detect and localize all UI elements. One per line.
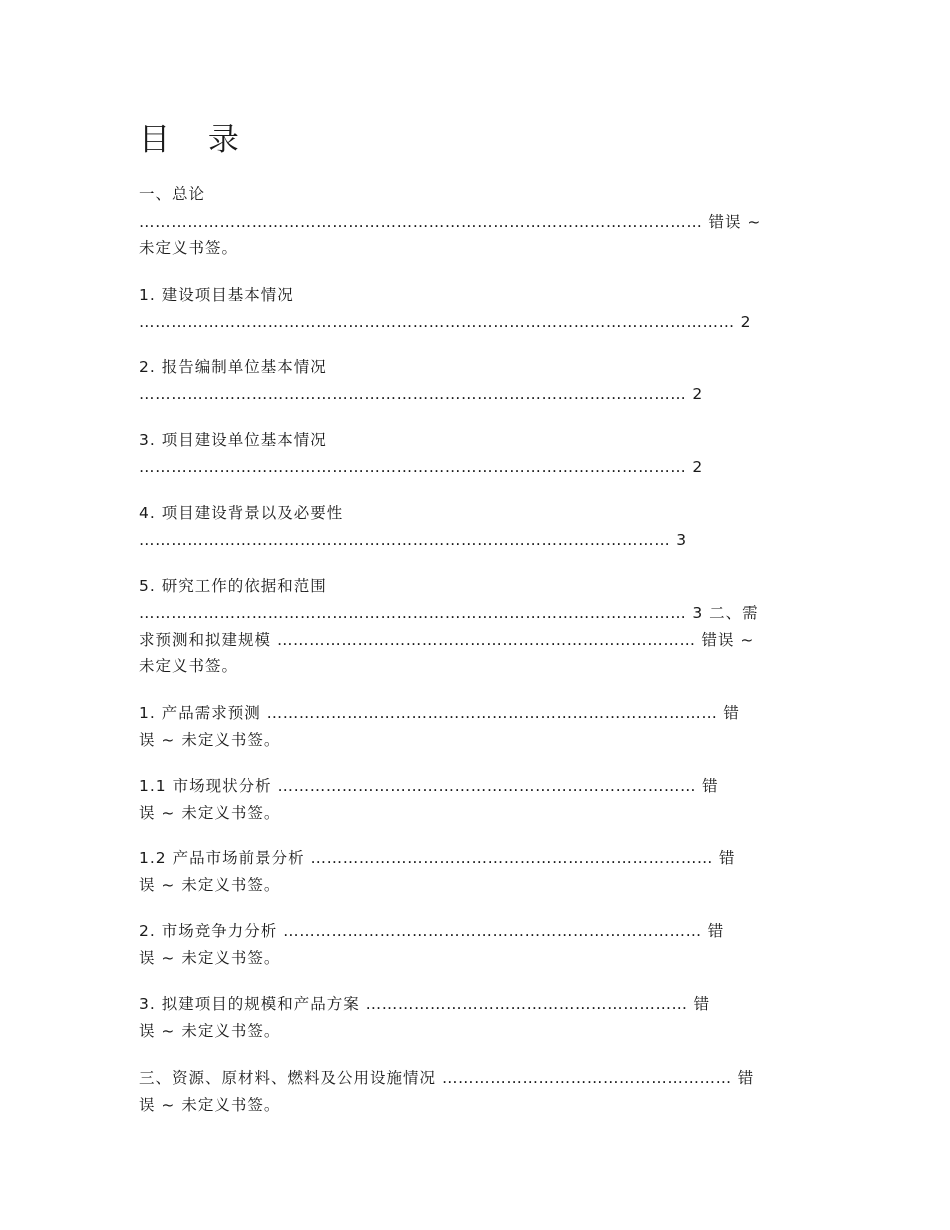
toc-entry-label: 1.2 产品市场前景分析 — [139, 849, 305, 867]
toc-entry-leader — [139, 602, 759, 624]
toc-entry-page: 2 — [692, 385, 704, 403]
toc-entry-page: 错 — [693, 995, 711, 1013]
dot-leader: ……………………………………………………………………………………… — [139, 531, 671, 549]
toc-entry-trailing-heading: 二、需 — [709, 604, 759, 622]
toc-entry-label: 1. 产品需求预测 — [139, 704, 261, 722]
toc-entry-page: 错 — [723, 704, 740, 722]
dot-leader: ……………………………………………… — [441, 1069, 732, 1087]
toc-entry-page-cont: 未定义书签。 — [139, 239, 239, 257]
toc-entry-page: 错 — [718, 849, 736, 867]
toc-entry-leader — [139, 211, 761, 233]
toc-entry-label: 3. 项目建设单位基本情况 — [139, 431, 327, 449]
dot-leader: …………………………………………………………………… — [283, 922, 702, 940]
page-title: 目 录 — [139, 122, 253, 158]
toc-entry-label: 三、资源、原材料、燃料及公用设施情况 — [139, 1069, 437, 1087]
dot-leader: …………………………………………………………………… — [276, 631, 696, 649]
dot-leader: ………………………………………………………………… — [310, 849, 714, 867]
toc-entry-leader — [139, 847, 735, 869]
dot-leader: ………………………………………………………………………………………… — [139, 604, 687, 622]
toc-entry-label: 3. 拟建项目的规模和产品方案 — [139, 995, 360, 1013]
dot-leader: ………………………………………………………………………………………………… — [139, 313, 735, 331]
dot-leader: ………………………………………………………………………………………… — [139, 385, 687, 403]
toc-entry-label: 2. 报告编制单位基本情况 — [139, 358, 327, 376]
toc-entry-leader — [139, 702, 740, 724]
toc-entry-leader — [139, 311, 752, 333]
toc-entry-label: 4. 项目建设背景以及必要性 — [139, 504, 344, 522]
toc-entry-leader — [139, 629, 754, 651]
toc-entry-page-cont: 未定义书签。 — [139, 657, 239, 675]
toc-entry-page-cont: 误 ~ 未定义书签。 — [139, 804, 281, 822]
toc-entry-label: 求预测和拟建规模 — [139, 631, 272, 649]
toc-entry-leader — [139, 383, 703, 405]
toc-entry-page: 错 — [707, 922, 725, 940]
toc-entry-page-cont: 误 ~ 未定义书签。 — [139, 1022, 281, 1040]
toc-entry-label: 1.1 市场现状分析 — [139, 777, 272, 795]
dot-leader: …………………………………………………………………………………………… — [139, 213, 703, 231]
toc-entry-page: 错 — [737, 1069, 755, 1087]
toc-entry-leader — [139, 775, 719, 797]
toc-entry-page: 错 — [702, 777, 719, 795]
toc-entry-leader — [139, 920, 724, 942]
dot-leader: ………………………………………………………………………………………… — [139, 458, 687, 476]
toc-entry-page-cont: 误 ~ 未定义书签。 — [139, 731, 281, 749]
toc-entry-label: 1. 建设项目基本情况 — [139, 286, 294, 304]
toc-entry-page: 错误 ~ — [708, 213, 762, 231]
toc-entry-page: 2 — [692, 458, 704, 476]
toc-entry-page: 3 — [676, 531, 688, 549]
toc-entry-leader — [139, 456, 703, 478]
toc-entry-page: 错误 ~ — [701, 631, 755, 649]
toc-entry-label: 5. 研究工作的依据和范围 — [139, 577, 327, 595]
toc-entry-page-cont: 误 ~ 未定义书签。 — [139, 949, 281, 967]
toc-entry-leader — [139, 1067, 754, 1089]
toc-entry-leader — [139, 529, 687, 551]
toc-entry-leader — [139, 993, 710, 1015]
dot-leader: ………………………………………………………………………… — [266, 704, 718, 722]
dot-leader: …………………………………………………… — [365, 995, 688, 1013]
toc-entry-page: 2 — [740, 313, 752, 331]
toc-entry-label: 2. 市场竞争力分析 — [139, 922, 278, 940]
toc-entry-page-cont: 误 ~ 未定义书签。 — [139, 1096, 281, 1114]
toc-entry-page-cont: 误 ~ 未定义书签。 — [139, 876, 281, 894]
toc-entry-page: 3 — [692, 604, 704, 622]
dot-leader: …………………………………………………………………… — [277, 777, 697, 795]
toc-entry-label: 一、总论 — [139, 185, 206, 203]
